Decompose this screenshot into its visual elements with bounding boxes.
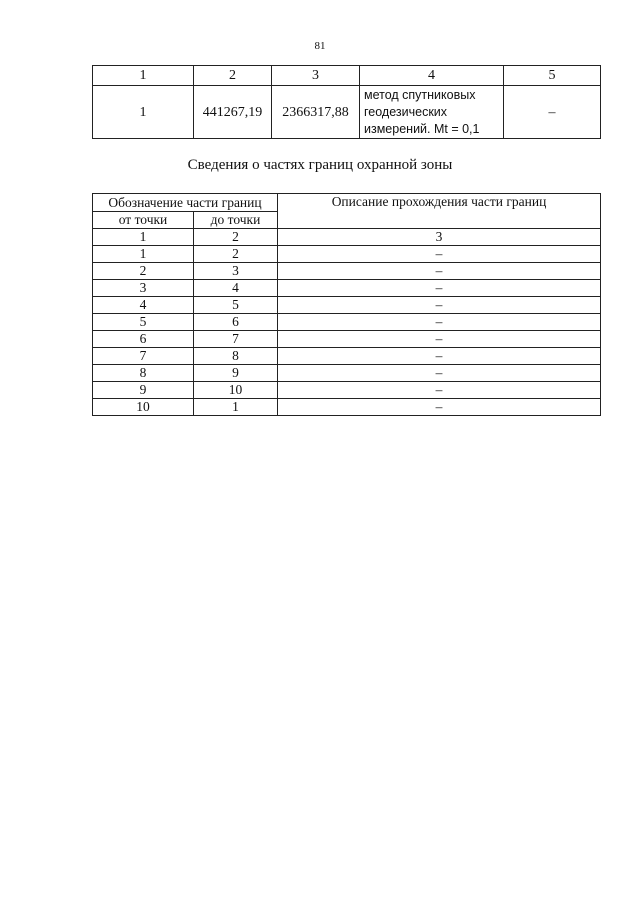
description-cell: – [278,246,601,263]
coordinates-header-cell: 4 [360,66,504,86]
to-point-cell: 2 [194,246,278,263]
method-cell [360,86,504,139]
to-point-cell: 5 [194,297,278,314]
to-point-cell: 9 [194,365,278,382]
from-point-cell: 7 [93,348,194,365]
column-number-cell: 1 [93,229,194,246]
designation-header: Обозначение части границ [93,194,278,212]
table-row [93,382,601,399]
coordinates-header-cell: 2 [194,66,272,86]
table-row [93,280,601,297]
coordinates-table [92,65,601,139]
description-cell: – [278,348,601,365]
to-point-cell: 8 [194,348,278,365]
to-point-header: до точки [194,212,278,229]
page-number: 81 [314,40,326,52]
table-row [93,331,601,348]
description-cell: – [278,263,601,280]
table-row [93,399,601,416]
from-point-cell: 5 [93,314,194,331]
table-row [93,263,601,280]
description-cell: – [278,365,601,382]
description-cell: – [278,382,601,399]
to-point-cell: 1 [194,399,278,416]
method-line: измерений. Mt = 0,1 [364,121,480,136]
to-point-cell: 4 [194,280,278,297]
coordinates-header-row [93,66,601,86]
boundary-parts-table [92,193,601,416]
table-row [93,246,601,263]
table-row [93,314,601,331]
column-number-cell: 2 [194,229,278,246]
method-line: метод спутниковых [364,87,476,102]
section-title: Сведения о частях границ охранной зоны [187,157,453,173]
note-cell: – [504,86,601,139]
from-point-cell: 1 [93,246,194,263]
table-row [93,348,601,365]
table-row [93,365,601,382]
to-point-cell: 10 [194,382,278,399]
from-point-cell: 2 [93,263,194,280]
column-number-row [93,229,601,246]
coordinates-header-cell: 5 [504,66,601,86]
table-row [93,86,601,139]
to-point-cell: 3 [194,263,278,280]
parts-header-row [93,194,601,212]
y-coordinate-cell: 2366317,88 [272,86,360,139]
from-point-cell: 3 [93,280,194,297]
method-line: геодезических [364,104,448,119]
x-coordinate-cell: 441267,19 [194,86,272,139]
table-row [93,297,601,314]
from-point-cell: 4 [93,297,194,314]
from-point-cell: 6 [93,331,194,348]
description-cell: – [278,314,601,331]
point-number-cell: 1 [93,86,194,139]
description-header: Описание прохождения части границ [278,194,601,229]
description-cell: – [278,280,601,297]
coordinates-header-cell: 1 [93,66,194,86]
to-point-cell: 6 [194,314,278,331]
coordinates-header-cell: 3 [272,66,360,86]
column-number-cell: 3 [278,229,601,246]
from-point-header: от точки [93,212,194,229]
description-cell: – [278,399,601,416]
from-point-cell: 8 [93,365,194,382]
to-point-cell: 7 [194,331,278,348]
from-point-cell: 10 [93,399,194,416]
from-point-cell: 9 [93,382,194,399]
description-cell: – [278,331,601,348]
description-cell: – [278,297,601,314]
